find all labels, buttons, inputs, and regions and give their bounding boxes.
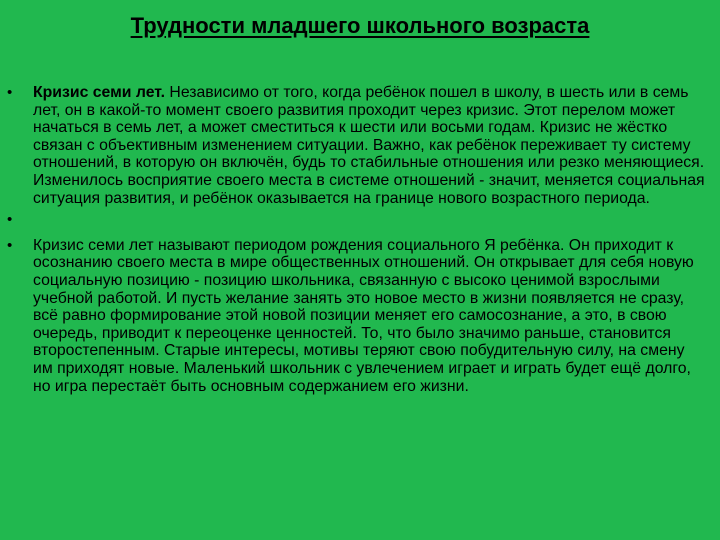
bullet-marker: • (7, 84, 13, 101)
bullet-marker: • (7, 236, 13, 254)
bullet-body-text: Кризис семи лет называют периодом рождения социального Я ребёнка. Он приходит к осознанию своего места в мире общественных отношений. Он открывает для себя новую социальную позицию - позицию школьника, связанную с высоко ценимой взрослыми учебной работой. И пусть желание занять это новое место в жизни появляется не сразу, всё равно формирование этой новой позиции меняет его самосознание, а это, в свою очередь, приводит к переоценке ценностей. То, что было значимо раньше, становится второстепенным. Старые интересы, мотивы теряют свою побудительную силу, на смену им приходят новые. Маленький школьник с увлечением играет и играть будет ещё долго, но игра перестаёт быть основным содержанием его жизни. (33, 236, 694, 395)
bullet-item-empty (0, 211, 720, 229)
bullet-lead-text: Кризис семи лет. (33, 84, 166, 101)
bullet-item-crisis-seven (0, 84, 720, 207)
slide-title: Трудности младшего школьного возраста (130, 13, 590, 38)
bullet-list (0, 84, 720, 395)
bullet-marker: • (7, 211, 13, 229)
bullet-item-social-self (0, 237, 720, 395)
bullet-body-text: Независимо от того, когда ребёнок пошел в школу, в шесть или в семь лет, он в какой-то момент своего развития проходит через кризис. Этот перелом может начаться в семь лет, а может сместиться к шести или восьми годам. Кризис не жёстко связан с объективным изменением ситуации. Важно, как ребёнок переживает ту систему отношений, в которую он включён, будь то стабильные отношения или резко меняющиеся. Изменилось восприятие своего места в системе отношений - значит, меняется социальная ситуация развития, и ребёнок оказывается на границе нового возрастного периода. (33, 84, 705, 207)
